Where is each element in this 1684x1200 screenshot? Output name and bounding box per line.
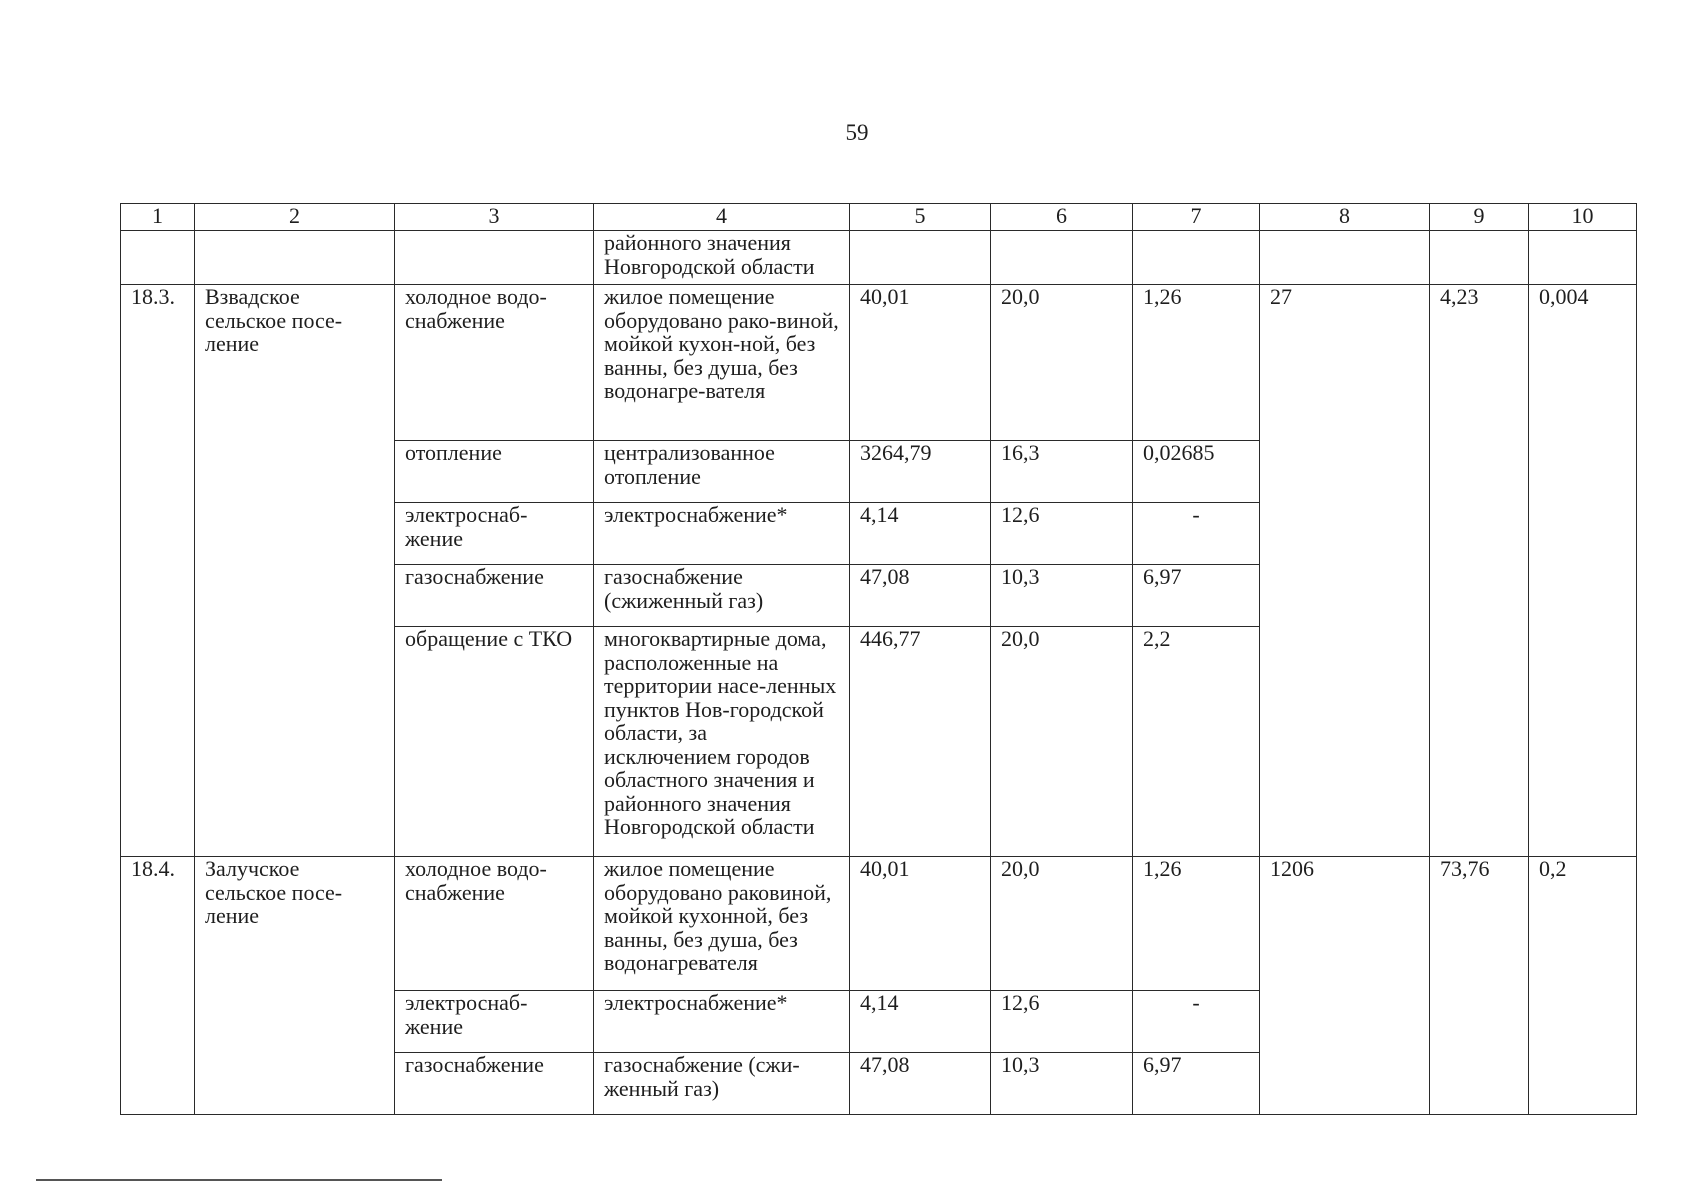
description-cell: жилое помещение оборудовано рако-виной, мойкой кухон-ной, без ванны, без душа, без водонагре-вателя: [594, 285, 850, 441]
value-col7: 6,97: [1133, 565, 1260, 627]
description-cell: электроснабжение*: [594, 503, 850, 565]
column-number: 2: [195, 204, 395, 231]
table-cell: [121, 231, 195, 285]
table-cell: [1260, 231, 1430, 285]
row-number: 18.3.: [121, 285, 195, 857]
column-number: 8: [1260, 204, 1430, 231]
service-type: газоснабжение: [395, 1053, 594, 1115]
service-type: обращение с ТКО: [395, 627, 594, 857]
column-number-row: [121, 204, 1637, 231]
table-row: [121, 285, 1637, 441]
footnote-rule: [36, 1179, 442, 1181]
value-col8: 1206: [1260, 857, 1430, 1115]
table-cell: [1529, 231, 1637, 285]
value-col7: 6,97: [1133, 1053, 1260, 1115]
value-col6: 16,3: [991, 441, 1133, 503]
column-number: 10: [1529, 204, 1637, 231]
value-col5: 40,01: [850, 285, 991, 441]
value-col10: 0,004: [1529, 285, 1637, 857]
value-col7: 1,26: [1133, 857, 1260, 991]
service-type: газоснабжение: [395, 565, 594, 627]
table-cell: [395, 231, 594, 285]
value-col5: 47,08: [850, 565, 991, 627]
value-col5: 40,01: [850, 857, 991, 991]
value-col5: 3264,79: [850, 441, 991, 503]
service-type: электроснаб-жение: [395, 991, 594, 1053]
description-cell: централизованное отопление: [594, 441, 850, 503]
description-cell: многоквартирные дома, расположенные на территории насе-ленных пунктов Нов-городской области, за исключением городов областного значения и районного значения Новгородской области: [594, 627, 850, 857]
value-col5: 47,08: [850, 1053, 991, 1115]
service-type: электроснаб-жение: [395, 503, 594, 565]
value-col6: 20,0: [991, 857, 1133, 991]
value-col7: 1,26: [1133, 285, 1260, 441]
value-col7: 0,02685: [1133, 441, 1260, 503]
table-cell: [1133, 231, 1260, 285]
tariff-table: [120, 203, 1637, 1115]
column-number: 6: [991, 204, 1133, 231]
table-cell: [850, 231, 991, 285]
value-col6: 10,3: [991, 565, 1133, 627]
column-number: 7: [1133, 204, 1260, 231]
column-number: 4: [594, 204, 850, 231]
table-row: [121, 857, 1637, 991]
settlement-name: Взвадское сельское посе-ление: [195, 285, 395, 857]
column-number: 1: [121, 204, 195, 231]
value-col6: 20,0: [991, 285, 1133, 441]
value-col10: 0,2: [1529, 857, 1637, 1115]
column-number: 3: [395, 204, 594, 231]
value-col8: 27: [1260, 285, 1430, 857]
column-number: 9: [1430, 204, 1529, 231]
description-cell: районного значения Новгородской области: [594, 231, 850, 285]
column-number: 5: [850, 204, 991, 231]
value-col5: 4,14: [850, 991, 991, 1053]
table-cell: [195, 231, 395, 285]
value-col5: 4,14: [850, 503, 991, 565]
settlement-name: Залучское сельское посе-ление: [195, 857, 395, 1115]
page-number: 59: [845, 120, 869, 145]
value-col6: 10,3: [991, 1053, 1133, 1115]
service-type: отопление: [395, 441, 594, 503]
description-cell: электроснабжение*: [594, 991, 850, 1053]
value-col9: 4,23: [1430, 285, 1529, 857]
row-number: 18.4.: [121, 857, 195, 1115]
table-cell: [991, 231, 1133, 285]
value-col6: 12,6: [991, 991, 1133, 1053]
value-col7: -: [1133, 991, 1260, 1053]
continuation-row: [121, 231, 1637, 285]
service-type: холодное водо-снабжение: [395, 857, 594, 991]
value-col6: 20,0: [991, 627, 1133, 857]
service-type: холодное водо-снабжение: [395, 285, 594, 441]
description-cell: газоснабжение (сжиженный газ): [594, 565, 850, 627]
value-col7: 2,2: [1133, 627, 1260, 857]
table-cell: [1430, 231, 1529, 285]
value-col9: 73,76: [1430, 857, 1529, 1115]
value-col6: 12,6: [991, 503, 1133, 565]
description-cell: жилое помещение оборудовано раковиной, мойкой кухонной, без ванны, без душа, без водонагревателя: [594, 857, 850, 991]
value-col7: -: [1133, 503, 1260, 565]
value-col5: 446,77: [850, 627, 991, 857]
description-cell: газоснабжение (сжи-женный газ): [594, 1053, 850, 1115]
